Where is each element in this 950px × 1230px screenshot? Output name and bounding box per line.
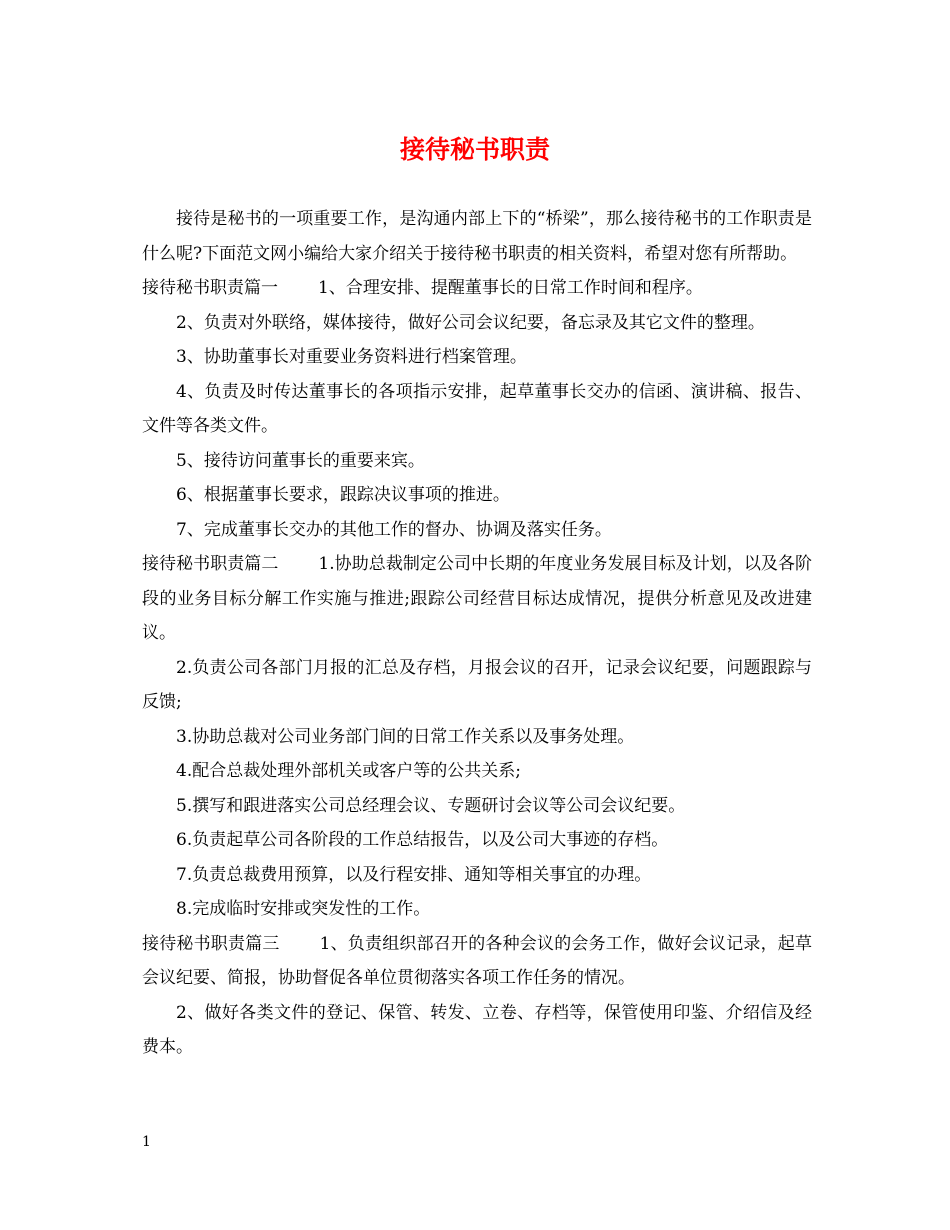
list-item: 3、协助董事长对重要业务资料进行档案管理。 [176, 347, 527, 367]
list-item: 6.负责起草公司各阶段的工作总结报告，以及公司大事迹的存档。 [176, 830, 669, 850]
list-item: 2、负责对外联络，媒体接待，做好公司会议纪要，备忘录及其它文件的整理。 [176, 312, 765, 333]
section-heading: 接待秘书职责篇一 [142, 278, 278, 298]
list-item: 8.完成临时安排或突发性的工作。 [176, 899, 431, 919]
document-body [142, 202, 812, 1065]
list-item: 6、根据董事长要求，跟踪决议事项的推进。 [176, 485, 510, 505]
section-heading: 接待秘书职责篇三 [142, 933, 280, 954]
section-heading-line [142, 271, 812, 306]
intro-paragraph: 接待是秘书的一项重要工作，是沟通内部上下的“桥梁”，那么接待秘书的工作职责是什么呢?下面范文网小编给大家介绍关于接待秘书职责的相关资料，希望对您有所帮助。 [142, 209, 812, 264]
list-item: 2、做好各类文件的登记、保管、转发、立卷、存档等，保管使用印鉴、介绍信及经费本。 [142, 1002, 812, 1057]
list-item: 1、负责组织部召开的各种会议的会务工作，做好会议记录，起草会议纪要、简报，协助督促各单位贯彻落实各项工作任务的情况。 [142, 933, 812, 988]
list-item: 1.协助总裁制定公司中长期的年度业务发展目标及计划，以及各阶段的业务目标分解工作实施与推进;跟踪公司经营目标达成情况，提供分析意见及改进建议。 [142, 554, 813, 643]
list-item: 3.协助总裁对公司业务部门间的日常工作关系以及事务处理。 [176, 726, 635, 747]
list-item: 4、负责及时传达董事长的各项指示安排，起草董事长交办的信函、演讲稿、报告、文件等各类文件。 [142, 381, 812, 436]
list-item: 5、接待访问董事长的重要来宾。 [176, 450, 425, 471]
list-item: 4.配合总裁处理外部机关或客户等的公共关系; [176, 761, 521, 781]
section-heading: 接待秘书职责篇二 [142, 554, 279, 574]
list-item: 7.负责总裁费用预算，以及行程安排、通知等相关事宜的办理。 [176, 864, 652, 885]
page-number: 1 [142, 1134, 151, 1150]
section-heading-line [142, 547, 812, 651]
list-item: 2.负责公司各部门月报的汇总及存档，月报会议的召开，记录会议纪要，问题跟踪与反馈; [142, 657, 812, 712]
list-item: 5.撰写和跟进落实公司总经理会议、专题研讨会议等公司会议纪要。 [176, 795, 686, 816]
list-item: 1、合理安排、提醒董事长的日常工作时间和程序。 [318, 278, 703, 298]
page-title: 接待秘书职责 [399, 135, 550, 164]
section-heading-line [142, 927, 812, 996]
list-item: 7、完成董事长交办的其他工作的督办、协调及落实任务。 [176, 519, 612, 540]
